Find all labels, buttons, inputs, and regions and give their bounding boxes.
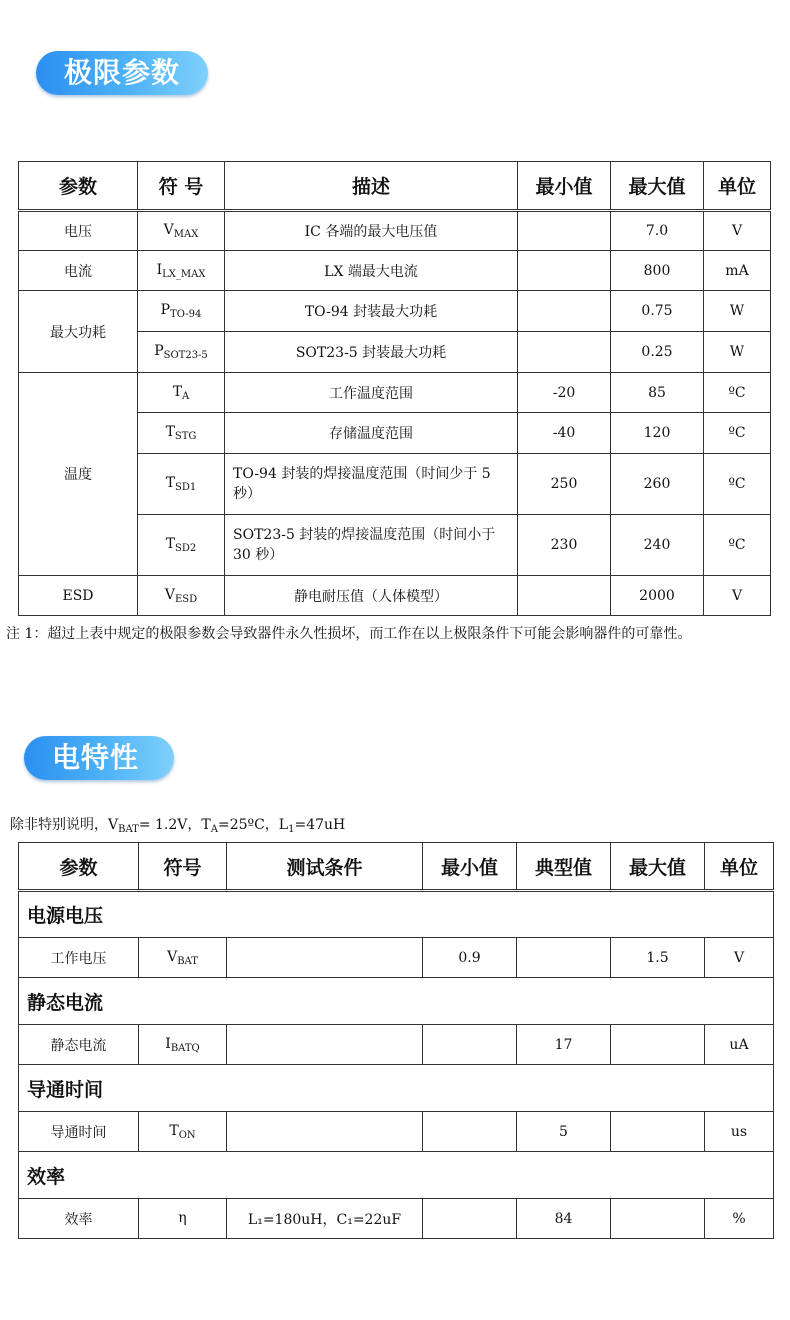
cond-l-sub: 1 — [288, 824, 295, 835]
max-cell: 7.0 — [611, 211, 704, 251]
symbol-cell — [138, 515, 225, 576]
unit-cell: W — [704, 332, 771, 373]
unit-cell: % — [705, 1199, 774, 1239]
header-condition: 测试条件 — [227, 843, 423, 891]
min-cell: -40 — [518, 413, 611, 454]
table-row — [19, 1112, 774, 1152]
symbol-cell — [139, 1199, 227, 1239]
section-row — [19, 978, 774, 1025]
symbol-cell — [139, 938, 227, 978]
symbol-sub: TO-94 — [170, 309, 202, 320]
header-symbol: 符号 — [139, 843, 227, 891]
max-cell: 260 — [611, 454, 704, 515]
unit-cell: V — [705, 938, 774, 978]
symbol-cell — [138, 291, 225, 332]
symbol-sub: LX_MAX — [162, 268, 206, 280]
unit-cell: ºC — [704, 413, 771, 454]
section-heading: 导通时间 — [19, 1065, 774, 1112]
symbol-cell — [139, 1112, 227, 1152]
table-row — [19, 211, 771, 251]
param-cell: 最大功耗 — [19, 291, 138, 373]
unit-cell: ºC — [704, 454, 771, 515]
header-param: 参数 — [19, 843, 139, 891]
symbol-sub: A — [182, 390, 190, 402]
min-cell — [518, 251, 611, 291]
test-conditions — [10, 814, 345, 835]
desc-cell: 存储温度范围 — [225, 413, 518, 454]
section-heading: 电源电压 — [19, 891, 774, 938]
max-cell — [611, 1025, 705, 1065]
param-cell: 效率 — [19, 1199, 139, 1239]
table-row — [19, 938, 774, 978]
symbol-main: η — [178, 1209, 187, 1226]
unit-cell: uA — [705, 1025, 774, 1065]
min-cell — [518, 576, 611, 616]
section-row — [19, 1152, 774, 1199]
symbol-main: T — [169, 1122, 179, 1139]
typ-cell: 5 — [517, 1112, 611, 1152]
symbol-main: I — [156, 261, 163, 278]
symbol-cell — [138, 373, 225, 413]
param-cell: 工作电压 — [19, 938, 139, 978]
max-cell: 120 — [611, 413, 704, 454]
max-cell: 1.5 — [611, 938, 705, 978]
header-max: 最大值 — [611, 162, 704, 211]
condition-cell — [227, 1112, 423, 1152]
symbol-sub: MAX — [173, 229, 199, 240]
unit-cell: ºC — [704, 373, 771, 413]
symbol-main: V — [164, 586, 175, 603]
symbol-sub: STG — [174, 431, 197, 442]
symbol-main: V — [163, 222, 174, 238]
max-cell — [611, 1199, 705, 1239]
symbol-sub: BATQ — [170, 1042, 200, 1054]
symbol-cell — [138, 332, 225, 373]
param-cell: 静态电流 — [19, 1025, 139, 1065]
unit-cell: V — [704, 211, 771, 251]
min-cell: 250 — [518, 454, 611, 515]
table-row — [19, 576, 771, 616]
max-cell: 2000 — [611, 576, 704, 616]
symbol-sub: ESD — [174, 593, 198, 605]
table-row — [19, 1199, 774, 1239]
param-cell: 电压 — [19, 211, 138, 251]
symbol-sub: BAT — [177, 955, 198, 967]
max-cell: 800 — [611, 251, 704, 291]
table-header-row — [19, 843, 774, 891]
min-cell — [423, 1199, 517, 1239]
section-heading: 静态电流 — [19, 978, 774, 1025]
symbol-main: T — [165, 424, 175, 440]
symbol-sub: SD2 — [175, 543, 197, 554]
cond-prefix: 除非特别说明，V — [10, 817, 119, 833]
max-cell: 0.25 — [611, 332, 704, 373]
table-row — [19, 251, 771, 291]
desc-cell: 静电耐压值（人体模型） — [225, 576, 518, 616]
cond-ta-val: =25ºC，L — [217, 817, 289, 833]
section-title-absolute-max: 极限参数 — [36, 51, 208, 95]
param-cell: 温度 — [19, 373, 138, 576]
typ-cell: 84 — [517, 1199, 611, 1239]
cond-ta-sub: A — [210, 824, 218, 835]
electrical-table — [18, 842, 774, 1239]
header-unit: 单位 — [704, 162, 771, 211]
unit-cell: ºC — [704, 515, 771, 576]
desc-cell: TO-94 封装的焊接温度范围（时间少于 5 秒） — [225, 454, 518, 515]
symbol-main: P — [160, 302, 171, 318]
unit-cell: mA — [704, 251, 771, 291]
param-cell: 导通时间 — [19, 1112, 139, 1152]
desc-cell: SOT23-5 封装最大功耗 — [225, 332, 518, 373]
header-min: 最小值 — [518, 162, 611, 211]
table-header-row — [19, 162, 771, 211]
max-cell: 240 — [611, 515, 704, 576]
symbol-cell — [139, 1025, 227, 1065]
symbol-sub: SD1 — [175, 482, 197, 493]
symbol-cell — [138, 413, 225, 454]
min-cell — [518, 332, 611, 373]
footnote: 注 1：超过上表中规定的极限参数会导致器件永久性损坏，而工作在以上极限条件下可能会影响器件的可靠性。 — [6, 626, 692, 642]
symbol-cell — [138, 576, 225, 616]
symbol-main: T — [172, 383, 183, 400]
cond-vbat-sub: BAT — [118, 824, 139, 835]
symbol-cell — [138, 211, 225, 251]
cond-vbat-val: = 1.2V，T — [138, 817, 211, 833]
param-cell: ESD — [19, 576, 138, 616]
symbol-main: I — [165, 1035, 171, 1052]
min-cell: -20 — [518, 373, 611, 413]
condition-cell — [227, 1025, 423, 1065]
cond-l-val: =47uH — [294, 817, 346, 833]
max-cell — [611, 1112, 705, 1152]
condition-cell — [227, 938, 423, 978]
section-heading: 效率 — [19, 1152, 774, 1199]
header-param: 参数 — [19, 162, 138, 211]
section-row — [19, 1065, 774, 1112]
symbol-main: P — [154, 343, 164, 359]
symbol-main: V — [167, 948, 178, 965]
header-max: 最大值 — [611, 843, 705, 891]
param-cell: 电流 — [19, 251, 138, 291]
header-unit: 单位 — [705, 843, 774, 891]
table-row — [19, 373, 771, 413]
min-cell — [423, 1025, 517, 1065]
symbol-main: T — [165, 475, 176, 491]
unit-cell: us — [705, 1112, 774, 1152]
header-symbol: 符 号 — [138, 162, 225, 211]
desc-cell: TO-94 封装最大功耗 — [225, 291, 518, 332]
header-desc: 描述 — [225, 162, 518, 211]
section-title-electrical: 电特性 — [24, 736, 174, 780]
unit-cell: V — [704, 576, 771, 616]
min-cell — [518, 211, 611, 251]
condition-cell: L₁=180uH，C₁=22uF — [227, 1199, 423, 1239]
typ-cell — [517, 938, 611, 978]
table-row — [19, 1025, 774, 1065]
desc-cell: SOT23-5 封装的焊接温度范围（时间小于 30 秒） — [225, 515, 518, 576]
min-cell: 0.9 — [423, 938, 517, 978]
desc-cell: LX 端最大电流 — [225, 251, 518, 291]
header-min: 最小值 — [423, 843, 517, 891]
max-cell: 85 — [611, 373, 704, 413]
header-typ: 典型值 — [517, 843, 611, 891]
symbol-main: T — [165, 536, 176, 552]
desc-cell: 工作温度范围 — [225, 373, 518, 413]
min-cell — [423, 1112, 517, 1152]
absolute-max-table — [18, 161, 771, 616]
min-cell — [518, 291, 611, 332]
typ-cell: 17 — [517, 1025, 611, 1065]
symbol-cell — [138, 251, 225, 291]
table-row — [19, 291, 771, 332]
section-row — [19, 891, 774, 938]
desc-cell: IC 各端的最大电压值 — [225, 211, 518, 251]
symbol-cell — [138, 454, 225, 515]
symbol-sub: ON — [178, 1129, 196, 1141]
max-cell: 0.75 — [611, 291, 704, 332]
min-cell: 230 — [518, 515, 611, 576]
unit-cell: W — [704, 291, 771, 332]
symbol-sub: SOT23-5 — [163, 350, 208, 361]
